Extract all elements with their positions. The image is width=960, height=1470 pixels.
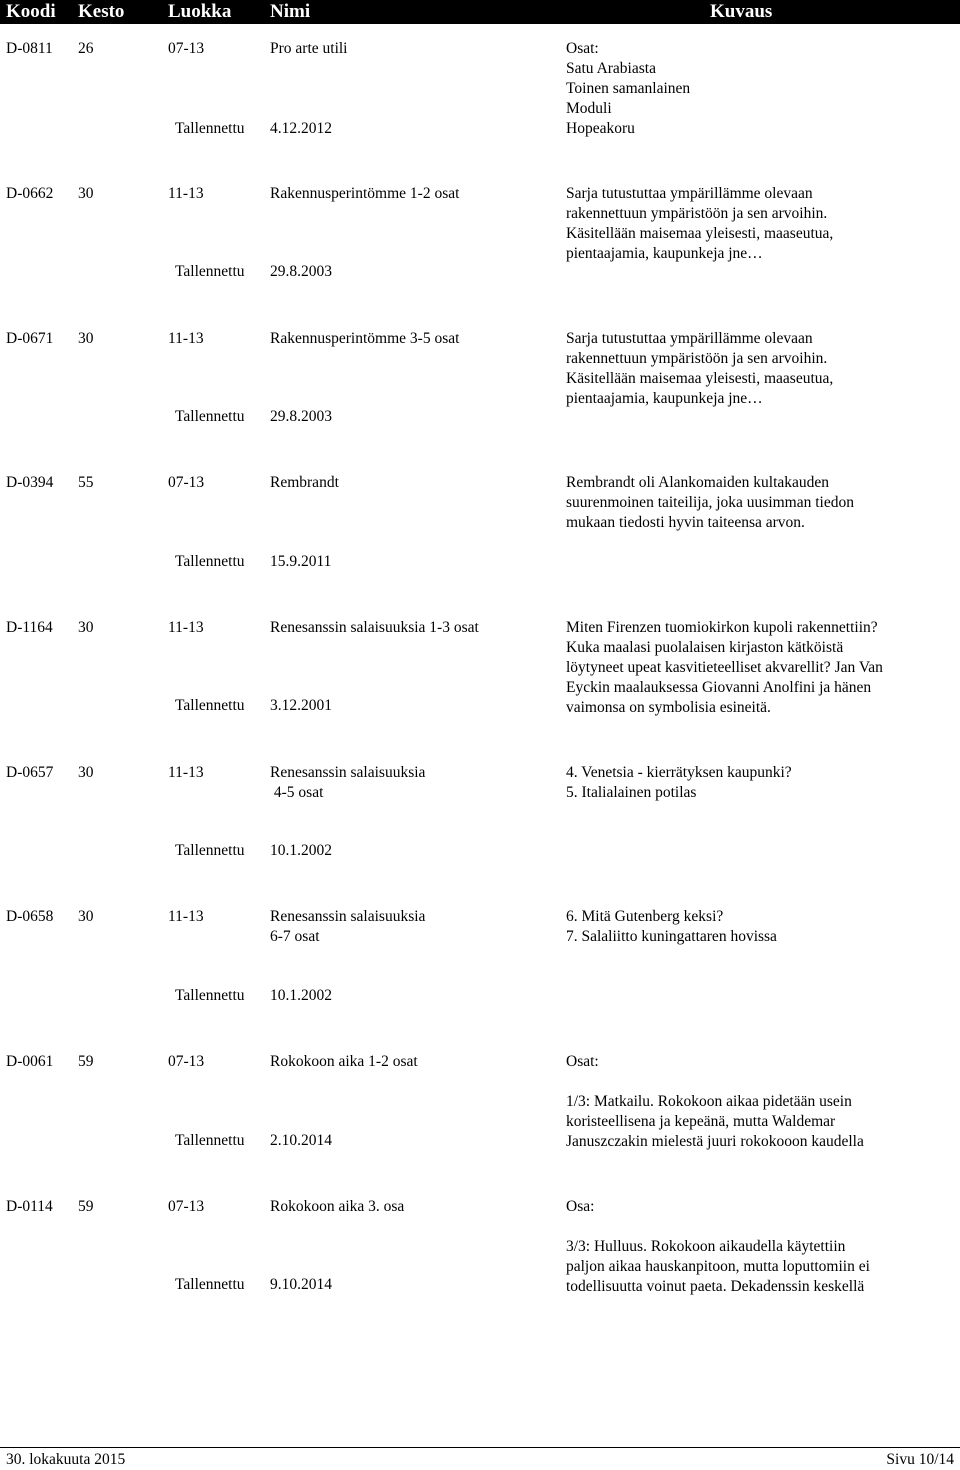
entry-code: D-0811	[6, 40, 53, 57]
entry-duration: 30	[78, 619, 94, 636]
entry-code: D-0061	[6, 1053, 54, 1070]
entry-grade: 11-13	[168, 619, 204, 636]
entry-title: Rokokoon aika 3. osa	[270, 1198, 405, 1215]
entry-duration: 30	[78, 330, 94, 347]
entry-description: Osat: 1/3: Matkailu. Rokokoon aikaa pidetään usein koristeellisena ja kepeänä, mutta Waldemar Januszczakin mielestä juuri rokokooon kaudella	[566, 1053, 864, 1150]
saved-date: 10.1.2002	[270, 842, 332, 859]
header-koodi: Koodi	[6, 1, 56, 22]
entry-code: D-0658	[6, 908, 54, 925]
entry-duration: 59	[78, 1198, 94, 1215]
entry-code: D-0394	[6, 474, 54, 491]
header-luokka: Luokka	[168, 1, 232, 22]
entry-duration: 30	[78, 185, 94, 202]
entry-grade: 07-13	[168, 1198, 205, 1215]
entry-description: Rembrandt oli Alankomaiden kultakauden suurenmoinen taiteilija, joka uusimman tiedon mukaan tiedosti hyvin taiteensa arvon.	[566, 474, 854, 531]
saved-label: Tallennettu	[175, 1276, 245, 1293]
entry-grade: 11-13	[168, 330, 204, 347]
footer-page-number: Sivu 10/14	[886, 1451, 954, 1468]
saved-label: Tallennettu	[175, 408, 245, 425]
entry-duration: 26	[78, 40, 94, 57]
saved-label: Tallennettu	[175, 120, 245, 137]
entry-description: Osat: Satu Arabiasta Toinen samanlainen Moduli Hopeakoru	[566, 40, 691, 137]
entry-description: Miten Firenzen tuomiokirkon kupoli rakennettiin? Kuka maalasi puolalaisen kirjaston kätköistä löytyneet upeat kasvitieteelliset akvarellit? Jan Van Eyckin maalauksessa Giovanni Anolfini ja hänen vaimonsa on symbolisia esineitä.	[566, 619, 883, 716]
saved-date: 9.10.2014	[270, 1276, 332, 1293]
saved-date: 29.8.2003	[270, 263, 332, 280]
saved-label: Tallennettu	[175, 553, 245, 570]
entry-title: Renesanssin salaisuuksia 1-3 osat	[270, 619, 479, 636]
entry-title: Rakennusperintömme 1-2 osat	[270, 185, 460, 202]
entry-code: D-0657	[6, 764, 54, 781]
entry-title: Renesanssin salaisuuksia 6-7 osat	[270, 908, 426, 945]
saved-label: Tallennettu	[175, 1132, 245, 1149]
entry-title: Rembrandt	[270, 474, 339, 491]
entry-code: D-1164	[6, 619, 53, 636]
saved-label: Tallennettu	[175, 697, 245, 714]
entry-duration: 59	[78, 1053, 94, 1070]
saved-date: 29.8.2003	[270, 408, 332, 425]
saved-date: 15.9.2011	[270, 553, 332, 570]
entry-title: Pro arte utili	[270, 40, 348, 57]
entry-description: Osa: 3/3: Hulluus. Rokokoon aikaudella käytettiin paljon aikaa hauskanpitoon, mutta loputtomiin ei todellisuutta voinut paeta. Dekadenssin keskellä	[566, 1198, 870, 1295]
entry-code: D-0114	[6, 1198, 53, 1215]
entry-description: 6. Mitä Gutenberg keksi? 7. Salaliitto kuningattaren hovissa	[566, 908, 777, 945]
saved-date: 10.1.2002	[270, 987, 332, 1004]
entry-duration: 30	[78, 908, 94, 925]
entry-duration: 30	[78, 764, 94, 781]
footer-date: 30. lokakuuta 2015	[6, 1451, 126, 1468]
header-kuvaus: Kuvaus	[710, 1, 773, 22]
header-nimi: Nimi	[270, 1, 311, 22]
entry-description: Sarja tutustuttaa ympärillämme olevaan rakennettuun ympäristöön ja sen arvoihin. Käsitellään maisemaa yleisesti, maaseutua, pientaajamia, kaupunkeja jne…	[566, 185, 834, 262]
entry-title: Rakennusperintömme 3-5 osat	[270, 330, 460, 347]
saved-label: Tallennettu	[175, 987, 245, 1004]
saved-label: Tallennettu	[175, 842, 245, 859]
entry-code: D-0671	[6, 330, 54, 347]
entry-code: D-0662	[6, 185, 54, 202]
saved-date: 4.12.2012	[270, 120, 332, 137]
saved-date: 3.12.2001	[270, 697, 332, 714]
header-kesto: Kesto	[78, 1, 125, 22]
entry-description: Sarja tutustuttaa ympärillämme olevaan rakennettuun ympäristöön ja sen arvoihin. Käsitellään maisemaa yleisesti, maaseutua, pientaajamia, kaupunkeja jne…	[566, 330, 834, 407]
table-header	[0, 0, 960, 24]
saved-label: Tallennettu	[175, 263, 245, 280]
saved-date: 2.10.2014	[270, 1132, 332, 1149]
entry-title: Rokokoon aika 1-2 osat	[270, 1053, 418, 1070]
entry-grade: 11-13	[168, 908, 204, 925]
entry-duration: 55	[78, 474, 94, 491]
entry-grade: 11-13	[168, 764, 204, 781]
entry-grade: 11-13	[168, 185, 204, 202]
entry-grade: 07-13	[168, 1053, 205, 1070]
entry-grade: 07-13	[168, 40, 205, 57]
footer-divider	[0, 1447, 960, 1448]
entry-description: 4. Venetsia - kierrätyksen kaupunki? 5. Italialainen potilas	[566, 764, 792, 801]
entry-grade: 07-13	[168, 474, 205, 491]
entry-title: Renesanssin salaisuuksia 4-5 osat	[270, 764, 426, 801]
